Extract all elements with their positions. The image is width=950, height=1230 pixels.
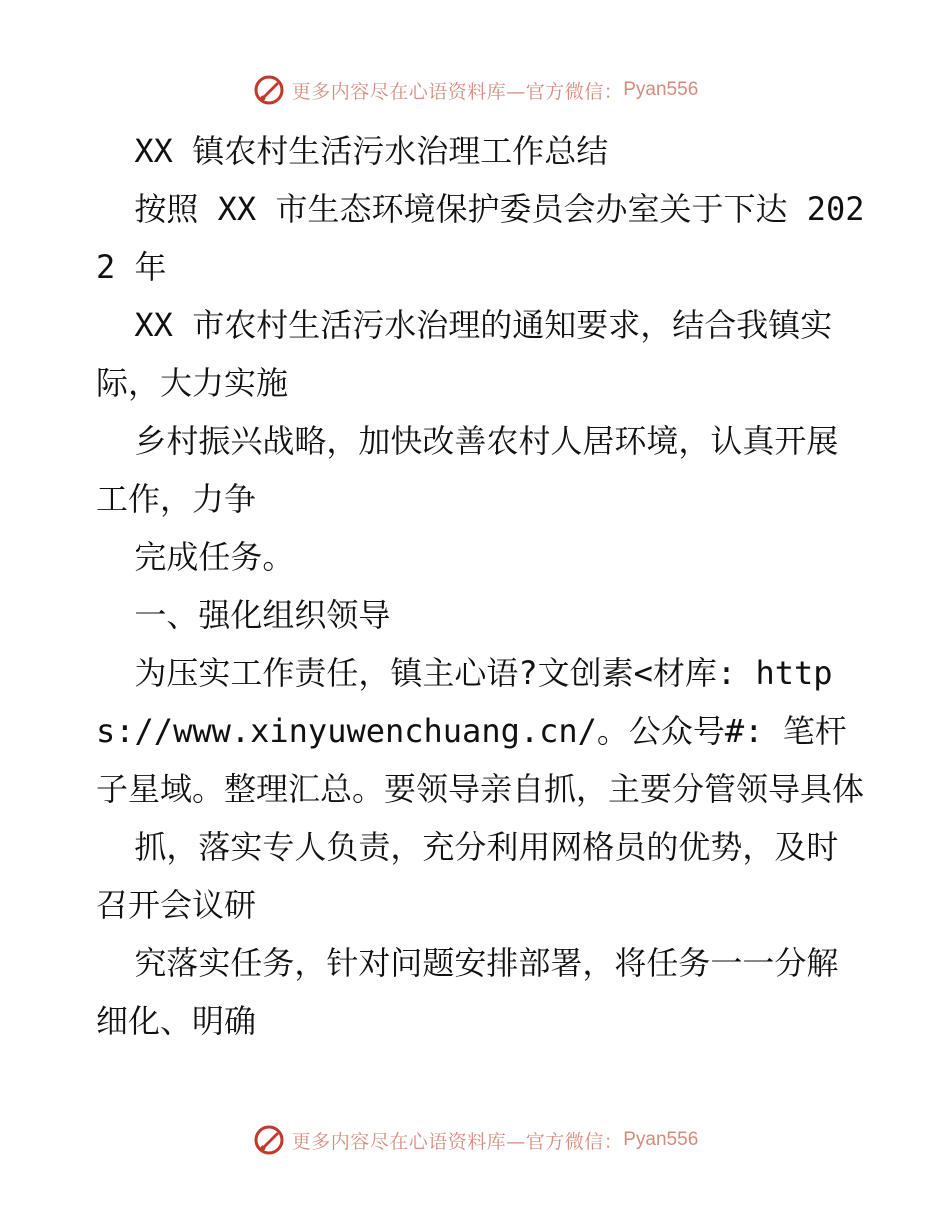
- paragraph: 乡村振兴战略，加快改善农村人居环境，认真开展工作，力争: [96, 422, 839, 518]
- document-title: XX 镇农村生活污水治理工作总结: [134, 132, 609, 170]
- paragraph: 完成任务。: [134, 538, 295, 576]
- banner-wechat-id: Pyan556: [623, 1129, 699, 1150]
- banner-text: 更多内容尽在心语资料库—官方微信：: [291, 1130, 624, 1153]
- brush-logo-icon: [252, 1123, 286, 1157]
- paragraph: 为压实工作责任，镇主心语?文创素<材库: https://www.xinyuwenchuang.cn/。公众号#: 笔杆子星域。整理汇总。要领导亲自抓，主要分管领导具体: [96, 654, 865, 808]
- paragraph: 抓，落实专人负责，充分利用网格员的优势，及时召开会议研: [96, 828, 839, 924]
- banner-wechat-id: Pyan556: [623, 79, 699, 100]
- document-body: [96, 122, 866, 1050]
- paragraph: 按照 XX 市生态环境保护委员会办室关于下达 2022 年: [96, 190, 865, 286]
- brush-logo-icon: [252, 73, 286, 107]
- footer-watermark-banner: [0, 1120, 950, 1160]
- section-heading: 一、强化组织领导: [134, 596, 391, 634]
- paragraph: XX 市农村生活污水治理的通知要求，结合我镇实际，大力实施: [96, 306, 833, 402]
- paragraph: 究落实任务，针对问题安排部署，将任务一一分解细化、明确: [96, 944, 839, 1040]
- header-watermark-banner: [0, 70, 950, 110]
- banner-text: 更多内容尽在心语资料库—官方微信：: [291, 80, 624, 103]
